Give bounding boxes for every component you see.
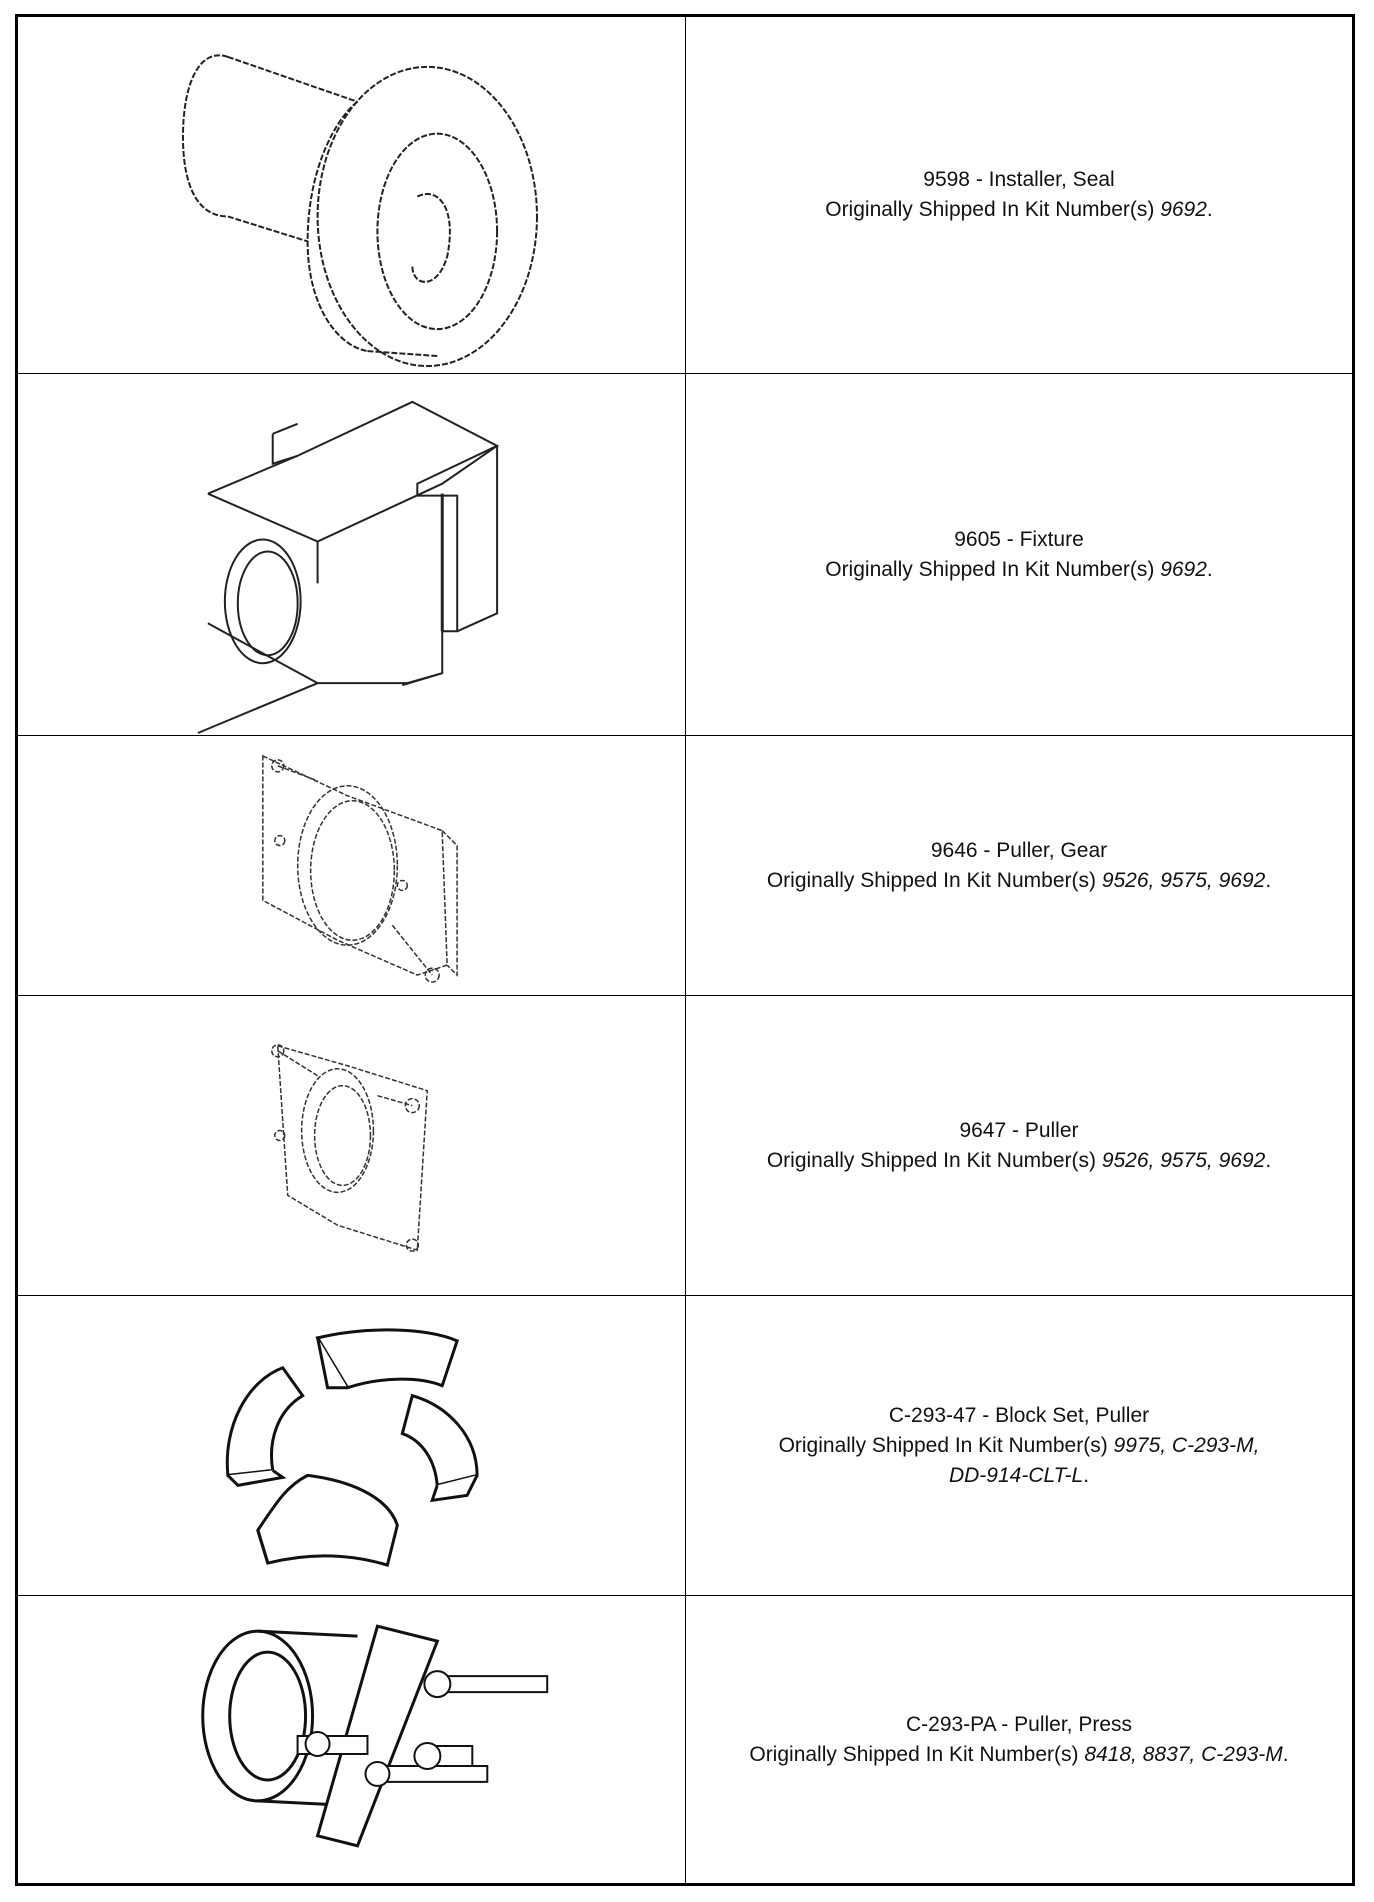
- tool-title: 9598 - Installer, Seal: [923, 168, 1115, 191]
- kit-line: [825, 555, 1213, 585]
- tool-title: 9605 - Fixture: [954, 527, 1084, 551]
- kit-period: .: [1265, 1148, 1272, 1172]
- table-row: [18, 736, 1352, 996]
- tool-title: C-293-47 - Block Set, Puller: [888, 1403, 1150, 1427]
- description-cell: [686, 736, 1352, 995]
- image-cell: [18, 1296, 686, 1595]
- tool-title: 9646 - Puller, Gear: [930, 838, 1108, 862]
- block-set-drawing: [18, 1296, 685, 1595]
- kit-prefix: Originally Shipped In Kit Number(s): [766, 1148, 1102, 1172]
- kit-period: .: [1206, 198, 1213, 221]
- tool-title: 9647 - Puller: [959, 1118, 1079, 1142]
- kit-period: .: [1083, 1463, 1090, 1487]
- kit-line: [749, 1740, 1288, 1770]
- description-cell: [686, 17, 1352, 373]
- image-cell: [18, 996, 686, 1295]
- kit-numbers: 9526, 9575, 9692: [1101, 868, 1266, 892]
- kit-numbers: 9692: [1160, 557, 1207, 581]
- tool-title: C-293-PA - Puller, Press: [905, 1712, 1133, 1736]
- seal-installer-drawing: [18, 17, 685, 373]
- table-row: [18, 17, 1352, 374]
- description-cell: [686, 374, 1352, 735]
- kit-line: [767, 1146, 1271, 1176]
- table-row: [18, 374, 1352, 736]
- kit-prefix: Originally Shipped In Kit Number(s): [825, 557, 1161, 581]
- tool-table: [15, 14, 1355, 1886]
- description-cell: [686, 996, 1352, 1295]
- image-cell: [18, 736, 686, 995]
- kit-period: .: [1265, 868, 1272, 892]
- kit-line: [825, 195, 1213, 225]
- kit-numbers: 8418, 8837, C-293-M: [1084, 1742, 1283, 1766]
- image-cell: [18, 1596, 686, 1883]
- kit-prefix: Originally Shipped In Kit Number(s): [766, 868, 1102, 892]
- description-cell: [686, 1296, 1352, 1595]
- table-row: [18, 1596, 1352, 1883]
- image-cell: [18, 17, 686, 373]
- description-cell: [686, 1596, 1352, 1883]
- image-cell: [18, 374, 686, 735]
- kit-prefix: Originally Shipped In Kit Number(s): [778, 1433, 1114, 1457]
- kit-line: [767, 866, 1271, 896]
- gear-puller-drawing: [18, 736, 685, 995]
- table-row: [18, 1296, 1352, 1596]
- fixture-drawing: [18, 374, 685, 735]
- kit-prefix: Originally Shipped In Kit Number(s): [749, 1742, 1085, 1766]
- kit-numbers-continued: DD-914-CLT-L: [948, 1463, 1084, 1487]
- kit-numbers: 9526, 9575, 9692: [1101, 1148, 1266, 1172]
- kit-line: [779, 1431, 1260, 1461]
- kit-numbers: 9692: [1160, 198, 1207, 221]
- kit-prefix: Originally Shipped In Kit Number(s): [825, 198, 1161, 221]
- kit-period: .: [1282, 1742, 1289, 1766]
- puller-drawing: [18, 996, 685, 1295]
- table-row: [18, 996, 1352, 1296]
- kit-line-continued: [949, 1461, 1089, 1491]
- press-puller-drawing: [18, 1596, 685, 1883]
- kit-period: .: [1206, 557, 1213, 581]
- kit-numbers: 9975, C-293-M,: [1113, 1433, 1260, 1457]
